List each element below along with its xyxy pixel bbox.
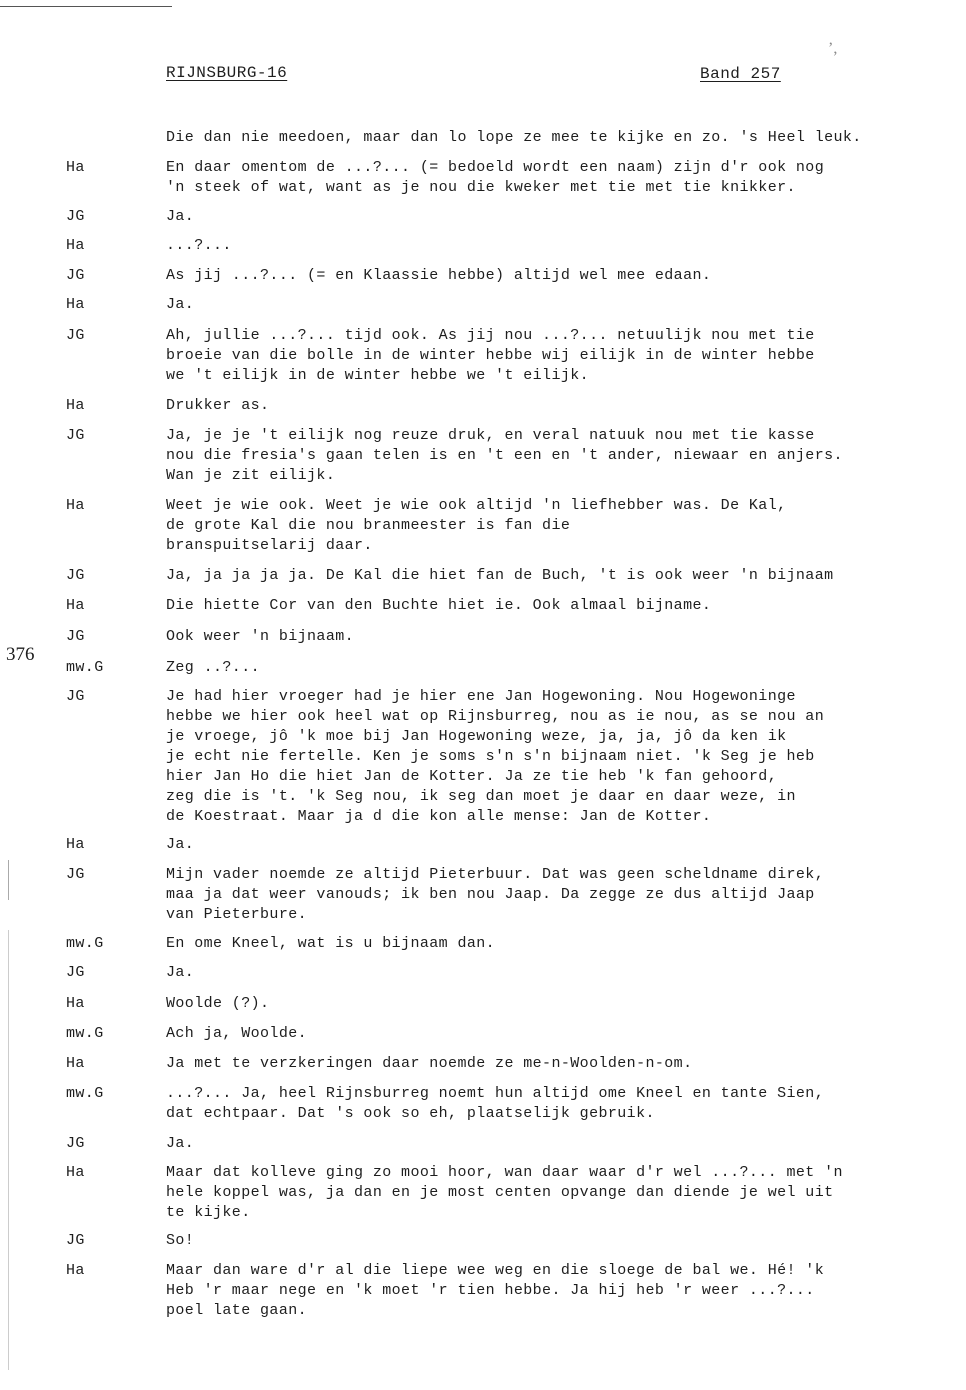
speaker-label: JG <box>66 1232 85 1249</box>
speaker-label: Ha <box>66 1164 85 1181</box>
transcript-entry <box>0 326 966 386</box>
speaker-label: JG <box>66 267 85 284</box>
utterance-text: Ja, je je 't eilijk nog reuze druk, en veral natuuk nou met tie kasse nou die fresia's gaan telen is en 't een en 't ander, niewaar en anjers. Wan je zit eilijk. <box>166 427 843 484</box>
utterance-text: En ome Kneel, wat is u bijnaam dan. <box>166 935 496 952</box>
speaker-label: Ha <box>66 237 85 254</box>
speaker-label: JG <box>66 628 85 645</box>
speaker-label: Ha <box>66 296 85 313</box>
utterance-text: Ja. <box>166 1135 195 1152</box>
utterance-text: Ach ja, Woolde. <box>166 1025 308 1042</box>
utterance-text: Weet je wie ook. Weet je wie ook altijd 'n liefhebber was. De Kal, de grote Kal die nou branmeester is fan die branspuitselarij daar. <box>166 497 787 554</box>
speaker-label: Ha <box>66 995 85 1012</box>
utterance-text: Ah, jullie ...?... tijd ook. As jij nou ...?... netuulijk nou met tie broeie van die bolle in de winter hebbe wij eilijk in de winter hebbe we 't eilijk in de winter hebbe we 't eilijk. <box>166 327 815 384</box>
transcript-entry <box>0 1163 966 1223</box>
utterance-text: Zeg ..?... <box>166 659 261 676</box>
speaker-label: JG <box>66 688 85 705</box>
speaker-label: JG <box>66 964 85 981</box>
top-rule <box>0 6 172 7</box>
document-id: RIJNSBURG-16 <box>166 64 288 82</box>
speaker-label: Ha <box>66 1055 85 1072</box>
speaker-label: JG <box>66 208 85 225</box>
speaker-label: Ha <box>66 836 85 853</box>
utterance-text: Drukker as. <box>166 397 270 414</box>
utterance-text: Ja met te verzkeringen daar noemde ze me-n-Woolden-n-om. <box>166 1055 693 1072</box>
speaker-label: mw.G <box>66 659 104 676</box>
speaker-label: JG <box>66 866 85 883</box>
speaker-label: Ha <box>66 497 85 514</box>
speaker-label: Ha <box>66 1262 85 1279</box>
speaker-label: JG <box>66 567 85 584</box>
transcript-entry <box>0 1261 966 1321</box>
utterance-text: ...?... <box>166 237 232 254</box>
utterance-text: Ja. <box>166 296 195 313</box>
utterance-text: Maar dat kolleve ging zo mooi hoor, wan daar waar d'r wel ...?... met 'n hele koppel was, ja dan en je most centen opvange dan diende je wel uit te kijke. <box>166 1164 843 1221</box>
transcript-entry <box>0 426 966 486</box>
utterance-text: Woolde (?). <box>166 995 270 1012</box>
speaker-label: JG <box>66 1135 85 1152</box>
transcript-entry <box>0 687 966 825</box>
utterance-text: As jij ...?... (= en Klaassie hebbe) altijd wel mee edaan. <box>166 267 712 284</box>
utterance-text: En daar omentom de ...?... (= bedoeld wordt een naam) zijn d'r ook nog 'n steek of wat, want as je nou die kweker met tie met tie knikker. <box>166 159 825 196</box>
speaker-label: Ha <box>66 397 85 414</box>
speaker-label: JG <box>66 427 85 444</box>
speaker-label: JG <box>66 327 85 344</box>
utterance-text: So! <box>166 1232 195 1249</box>
utterance-text: Maar dan ware d'r al die liepe wee weg en die sloege de bal we. Hé! 'k Heb 'r maar nege en 'k moet 'r tien hebbe. Ja hij heb 'r weer ...?... poel late gaan. <box>166 1262 825 1319</box>
utterance-text: Ja. <box>166 964 195 981</box>
transcript-entry <box>0 496 966 556</box>
margin-note: 376 <box>6 644 35 665</box>
speaker-label: Ha <box>66 597 85 614</box>
utterance-text: Ja. <box>166 208 195 225</box>
band-number: Band 257 <box>700 65 781 83</box>
utterance-text: Ja. <box>166 836 195 853</box>
speaker-label: Ha <box>66 159 85 176</box>
utterance-text: Ook weer 'n bijnaam. <box>166 628 355 645</box>
speaker-label: mw.G <box>66 1025 104 1042</box>
utterance-text: Mijn vader noemde ze altijd Pieterbuur. Dat was geen scheldname direk, maa ja dat weer vanouds; ik ben nou Jaap. Da zegge ze dus altijd Jaap van Pieterbure. <box>166 866 825 923</box>
speaker-label: mw.G <box>66 935 104 952</box>
utterance-text: Je had hier vroeger had je hier ene Jan Hogewoning. Nou Hogewoninge hebbe we hier ook heel wat op Rijnsburreg, nou as ie nou, as se nou an je vroege, jô 'k moe bij Jan Hogewoning weze, ja, ja, jô da ken ik je echt nie fertelle. Ken je soms s'n s'n bijnaam niet. 'k Seg je heb hier Jan Ho die hiet Jan de Kotter. Ja ze tie heb 'k fan gehoord, zeg die is 't. 'k Seg nou, ik seg dan moet je daar en daar weze, in de Koestraat. Maar ja d die kon alle mense: Jan de Kotter. <box>166 688 825 825</box>
pencil-mark-icon: ’, <box>828 40 838 57</box>
utterance-text: Die dan nie meedoen, maar dan lo lope ze mee te kijke en zo. 's Heel leuk. <box>166 129 862 146</box>
utterance-text: ...?... Ja, heel Rijnsburreg noemt hun altijd ome Kneel en tante Sien, dat echtpaar. Dat 's ook so eh, plaatselijk gebruik. <box>166 1085 825 1122</box>
utterance-text: Die hiette Cor van den Buchte hiet ie. Ook almaal bijname. <box>166 597 712 614</box>
speaker-label: mw.G <box>66 1085 104 1102</box>
utterance-text: Ja, ja ja ja ja. De Kal die hiet fan de Buch, 't is ook weer 'n bijnaam <box>166 567 834 584</box>
transcript-entry <box>0 865 966 925</box>
